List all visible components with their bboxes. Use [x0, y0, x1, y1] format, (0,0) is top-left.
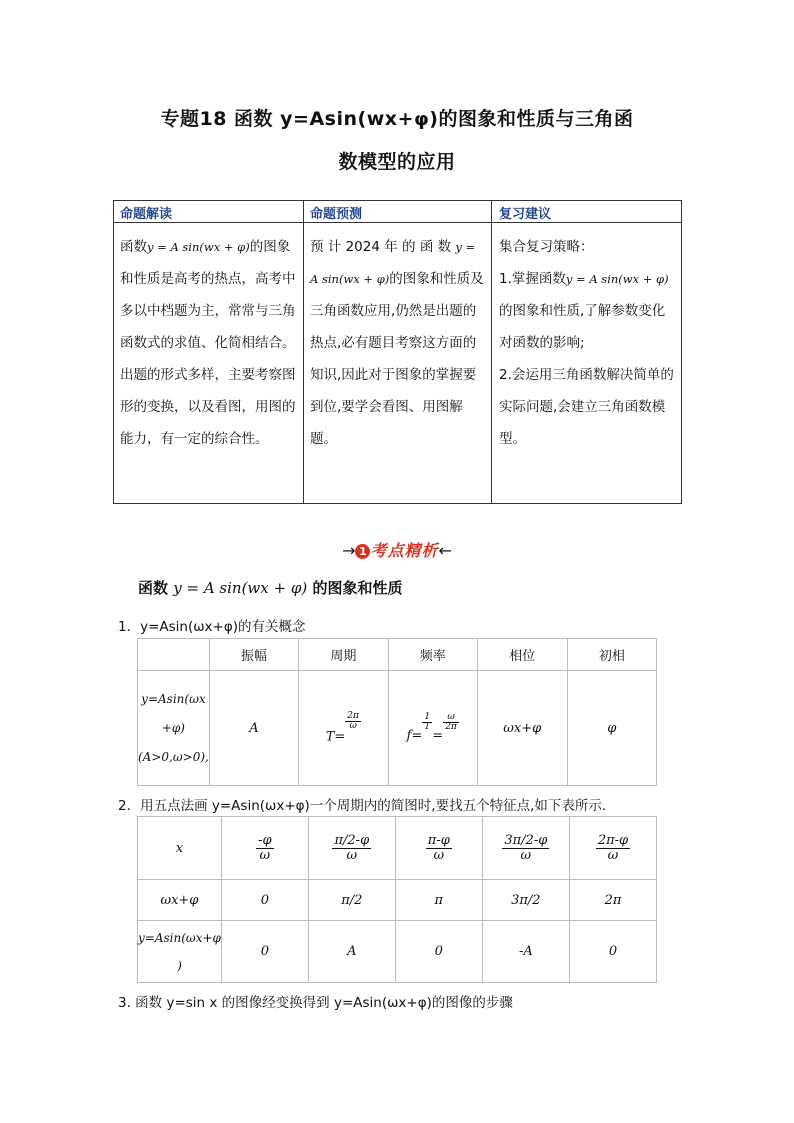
document-title-line1: 专题18 函数 y=Asin(wx+φ)的图象和性质与三角函 — [160, 108, 634, 130]
initial-phase-value: φ — [567, 671, 656, 786]
phase-point: 0 — [221, 880, 308, 921]
concept-item-3: 3. 函数 y=sin x 的图像经变换得到 y=Asin(ωx+φ)的图像的步骤 — [118, 995, 513, 1011]
y-point: 0 — [395, 921, 482, 983]
overview-interpretation-text: 函数y = A sin(wx + φ)的图象和性质是高考的热点，高考中多以中档题为主，常常与三角函数式的求值、化简相结合。出题的形式多样，主要考察图形的变换，以及看图，用图的能力，有一定的综合性。 — [120, 239, 296, 447]
section-heading: → 1 考点精析← — [342, 541, 452, 560]
overview-header-prediction: 命题预测 — [310, 207, 363, 222]
frequency-value: f= $\frac{1}{T}$ = $\frac{\omega}{2\pi}$ — [388, 671, 477, 786]
y-point: 0 — [569, 921, 656, 983]
concept-item-2: 2．用五点法画 y=Asin(ωx+φ)一个周期内的简图时,要找五个特征点,如下表所示. — [118, 798, 607, 814]
x-value: $\frac{3\pi/2-\varphi}{\omega}$ — [482, 817, 569, 880]
row-label-x: x — [138, 817, 222, 880]
phase-point: 3π/2 — [482, 880, 569, 921]
concept-item-1: 1．y=Asin(ωx+φ)的有关概念 — [118, 619, 306, 635]
col-header-period: 周期 — [299, 639, 388, 671]
y-point: 0 — [221, 921, 308, 983]
period-value: T= $\frac{2\pi}{\omega}$ — [299, 671, 388, 786]
col-header-frequency: 频率 — [388, 639, 477, 671]
row-label-function: y=Asin(ωx +φ) (A>0,ω>0), — [138, 671, 210, 786]
col-header-initial-phase: 初相 — [567, 639, 656, 671]
overview-prediction-text: 预 计 2024 年 的 函 数 y = A sin(wx + φ)的图象和性质及三角函数应用,仍然是出题的热点,必有题目考察这方面的知识,因此对于图象的掌握要到位,要学会看图、用图解题。 — [310, 239, 484, 447]
x-value: $\frac{\pi-\varphi}{\omega}$ — [395, 817, 482, 880]
x-value: $\frac{\pi/2-\varphi}{\omega}$ — [308, 817, 395, 880]
overview-advice-text: 集合复习策略： 1.掌握函数y = A sin(wx + φ)的图象和性质,了解参数变化对函数的影响; 2.会运用三角函数解决简单的实际问题,会建立三角函数模型。 — [499, 239, 674, 447]
section-number-badge: 1 — [355, 544, 370, 559]
phase-value: ωx+φ — [477, 671, 567, 786]
phase-point: 2π — [569, 880, 656, 921]
col-header-phase: 相位 — [477, 639, 567, 671]
phase-point: π/2 — [308, 880, 395, 921]
col-header-amplitude: 振幅 — [209, 639, 298, 671]
overview-header-advice: 复习建议 — [499, 207, 552, 222]
x-value: $\frac{-\varphi}{\omega}$ — [221, 817, 308, 880]
row-label-phase: ωx+φ — [138, 880, 222, 921]
document-title-line2: 数模型的应用 — [338, 151, 456, 173]
row-label-y: y=Asin(ωx+φ ) — [138, 921, 222, 983]
five-point-table — [137, 816, 657, 983]
concept-table — [137, 638, 657, 786]
x-value: $\frac{2\pi-\varphi}{\omega}$ — [569, 817, 656, 880]
overview-table — [113, 200, 682, 504]
y-point: A — [308, 921, 395, 983]
overview-header-interpretation: 命题解读 — [120, 207, 173, 222]
y-point: -A — [482, 921, 569, 983]
topic-subheading: 函数 y = A sin(wx + φ) 的图象和性质 — [138, 579, 403, 597]
amplitude-value: A — [209, 671, 298, 786]
phase-point: π — [395, 880, 482, 921]
